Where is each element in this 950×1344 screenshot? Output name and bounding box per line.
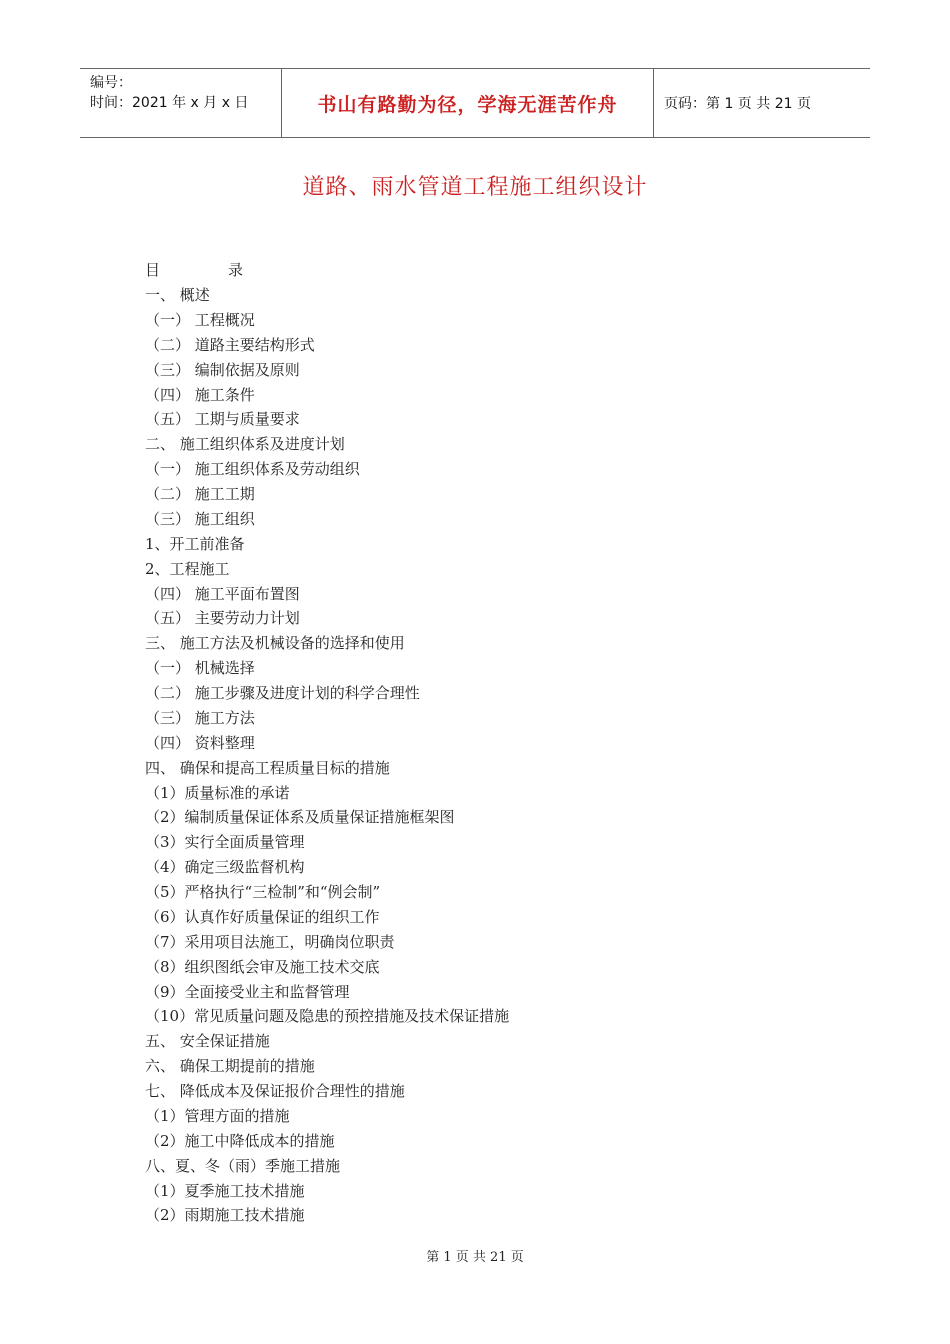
header-meta <box>80 69 282 137</box>
page-header <box>80 68 870 138</box>
toc-item: 八、夏、冬（雨）季施工措施 <box>145 1156 341 1175</box>
header-time: 时间：2021 年 x 月 x 日 <box>90 95 249 111</box>
toc-item: （5）严格执行“三检制”和“例会制” <box>145 883 381 901</box>
toc-item: （1）管理方面的措施 <box>145 1106 290 1125</box>
toc-item: （8）组织图纸会审及施工技术交底 <box>145 957 380 976</box>
toc-item: （7）采用项目法施工，明确岗位职责 <box>145 932 395 951</box>
toc-item: 六、 确保工期提前的措施 <box>145 1057 315 1076</box>
toc-item: 四、 确保和提高工程质量目标的措施 <box>145 758 390 777</box>
toc-item: （四） 资料整理 <box>145 733 255 752</box>
toc-item: （一） 工程概况 <box>145 310 255 329</box>
toc-item: （10）常见质量问题及隐患的预控措施及技术保证措施 <box>145 1007 510 1026</box>
toc-item: 1、开工前准备 <box>145 534 245 553</box>
toc-item: （1）质量标准的承诺 <box>145 783 290 802</box>
toc-item: （二） 道路主要结构形式 <box>145 335 315 354</box>
toc-list <box>145 283 845 1228</box>
toc-item: （一） 机械选择 <box>145 659 255 678</box>
toc-item: （四） 施工条件 <box>145 385 255 404</box>
toc-heading-left: 目 <box>145 261 161 279</box>
toc-item: （3）实行全面质量管理 <box>145 833 305 852</box>
toc-item: （四） 施工平面布置图 <box>145 584 300 603</box>
toc-item: （五） 工期与质量要求 <box>145 410 300 429</box>
toc-item: （9）全面接受业主和监督管理 <box>145 982 350 1001</box>
document-title: 道路、雨水管道工程施工组织设计 <box>302 175 648 200</box>
toc-item: 五、 安全保证措施 <box>145 1032 270 1051</box>
toc-item: 2、工程施工 <box>145 559 230 578</box>
toc-item: （二） 施工工期 <box>145 485 255 503</box>
header-number-label: 编号： <box>90 75 132 91</box>
toc-item: 三、 施工方法及机械设备的选择和使用 <box>145 634 405 653</box>
header-page-info: 页码：第 1 页 共 21 页 <box>664 96 811 112</box>
toc-item: 一、 概述 <box>145 286 210 304</box>
toc-heading <box>145 258 845 283</box>
toc-item: （三） 施工方法 <box>145 708 255 727</box>
toc-item: 七、 降低成本及保证报价合理性的措施 <box>145 1082 405 1100</box>
toc-item: （2）雨期施工技术措施 <box>145 1206 305 1225</box>
table-of-contents <box>145 258 845 1228</box>
toc-item: （一） 施工组织体系及劳动组织 <box>145 460 360 479</box>
toc-item: （五） 主要劳动力计划 <box>145 609 300 628</box>
toc-item: （6）认真作好质量保证的组织工作 <box>145 907 380 926</box>
header-motto: 书山有路勤为径，学海无涯苦作舟 <box>282 69 654 137</box>
toc-item: （2）施工中降低成本的措施 <box>145 1131 335 1150</box>
toc-item: （1）夏季施工技术措施 <box>145 1181 305 1200</box>
toc-item: （二） 施工步骤及进度计划的科学合理性 <box>145 684 420 702</box>
toc-item: （三） 编制依据及原则 <box>145 360 300 379</box>
toc-item: （4）确定三级监督机构 <box>145 858 305 877</box>
page-footer: 第 1 页 共 21 页 <box>426 1250 524 1265</box>
toc-heading-right: 录 <box>228 261 244 279</box>
toc-item: （2）编制质量保证体系及质量保证措施框架图 <box>145 808 455 827</box>
toc-item: （三） 施工组织 <box>145 509 255 528</box>
toc-item: 二、 施工组织体系及进度计划 <box>145 435 345 454</box>
